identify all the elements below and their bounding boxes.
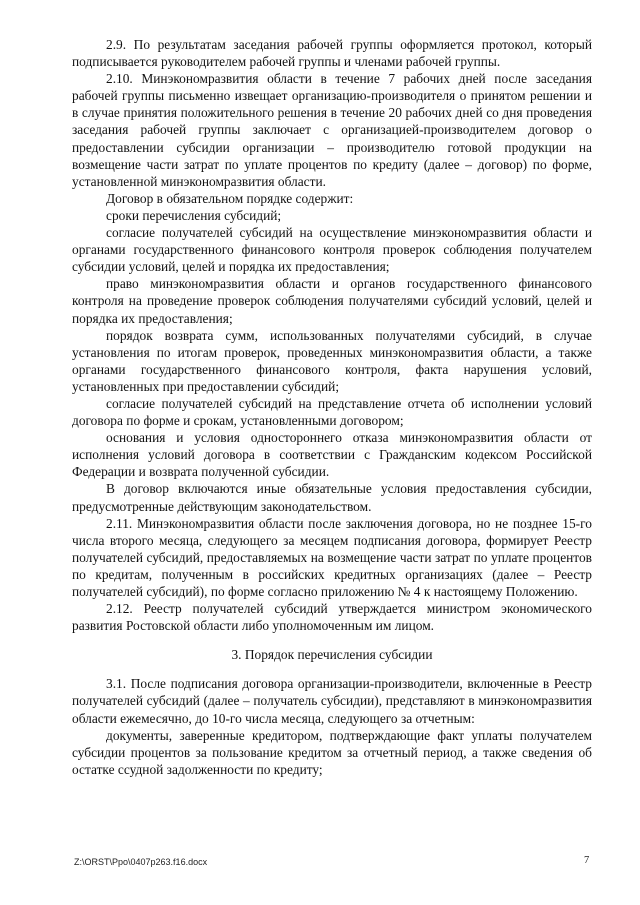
paragraph-other-conditions: В договор включаются иные обязательные условия предоставления субсидии, предусмотренные действующим законодательством. — [72, 481, 592, 514]
paragraph-2-9: 2.9. По результатам заседания рабочей группы оформляется протокол, который подписывается руководителем рабочей группы и членами рабочей группы. — [72, 37, 592, 70]
list-item-consent-inspections: согласие получателей субсидий на осуществление минэкономразвития области и органами государственного финансового контроля проверок соблюдения получателем субсидии условий, целей и порядка их предоставления; — [72, 225, 592, 275]
list-item-unilateral-refusal: основания и условия одностороннего отказа минэкономразвития области от исполнения условий договора в соответствии с Гражданским кодексом Российской Федерации и возврата полученной субсидии. — [72, 430, 592, 480]
list-item-report-consent: согласие получателей субсидий на представление отчета об исполнении условий договора по форме и срокам, установленными договором; — [72, 395, 592, 429]
list-item-right-inspections: право минэкономразвития области и органов государственного финансового контроля на проведение проверок соблюдения получателями субсидий условий, целей и порядка их предоставления; — [72, 276, 592, 326]
paragraph-2-10: 2.10. Минэкономразвития области в течение 7 рабочих дней после заседания рабочей группы письменно извещает организацию-производителя о принятом решении и в случае принятия положительного решения в течение 20 рабочих дней со дня проведения заседания рабочей группы заключает с организацией-производителем договор о предоставлении субсидии организации – производителю готовой продукции на возмещение части затрат по уплате процентов по кредиту (далее – договор) по форме, установленной минэкономразвития области. — [72, 71, 592, 189]
section-heading: 3. Порядок перечисления субсидии — [231, 647, 433, 663]
footer-page-number: 7 — [584, 855, 590, 866]
document-body — [72, 36, 592, 778]
footer-file-path: Z:\ORST\Ppo\0407p263.f16.docx — [74, 857, 208, 867]
paragraph-2-11: 2.11. Минэкономразвития области после заключения договора, но не позднее 15-го числа второго месяца, следующего за месяцем подписания договора, формирует Реестр получателей субсидий, предоставляемых на возмещение части затрат по уплате процентов по кредитам, полученным в российских кредитных организациях (далее – Реестр получателей субсидий), по форме согласно приложению № 4 к настоящему Положению. — [72, 515, 592, 599]
list-item-refund-procedure: порядок возврата сумм, использованных получателями субсидий, в случае установления по итогам проверок, проведенных минэкономразвития области, а также органами государственного финансового контроля, факта нарушения условий, установленных при предоставлении субсидий; — [72, 327, 592, 394]
paragraph-contract-contains: Договор в обязательном порядке содержит: — [106, 190, 354, 206]
paragraph-3-1: 3.1. После подписания договора организации-производители, включенные в Реестр получателей субсидий (далее – получатель субсидии), представляют в минэкономразвития области ежемесячно, до 10-го числа месяца, следующего за отчетным: — [72, 676, 592, 726]
paragraph-documents: документы, заверенные кредитором, подтверждающие факт уплаты получателем субсидии процентов за пользование кредитом за отчетный период, а также сведения об остатке ссудной задолженности по кредиту; — [72, 727, 592, 777]
paragraph-2-12: 2.12. Реестр получателей субсидий утверждается министром экономического развития Ростовской области либо уполномоченным им лицом. — [72, 601, 592, 634]
list-item-subsidy-terms: сроки перечисления субсидий; — [106, 207, 282, 223]
